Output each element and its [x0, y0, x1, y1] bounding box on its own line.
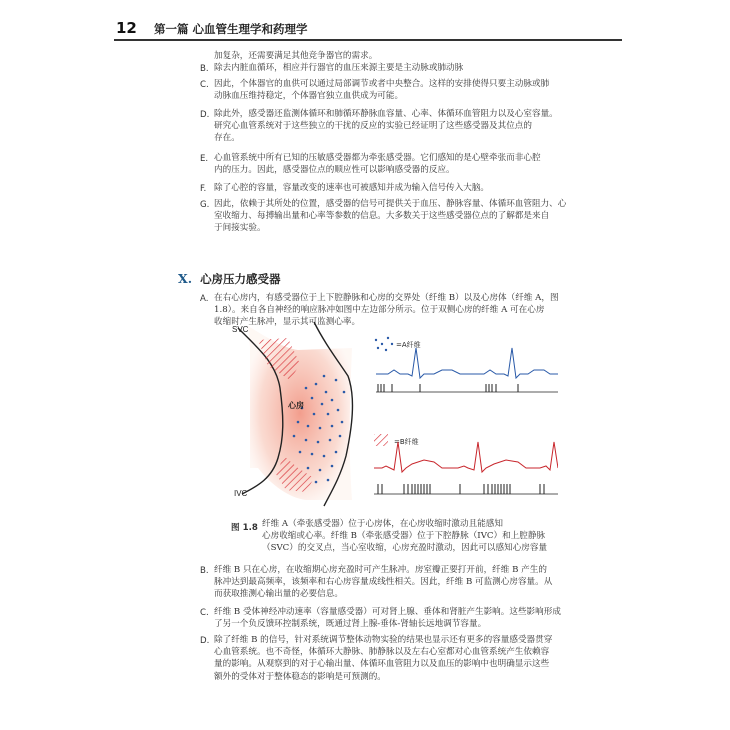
text-line: 心血管系统。也不奇怪，体循环大静脉、肺静脉以及左右心室都对心血管系统产生依赖容	[214, 647, 550, 658]
text-line: 研究心血管系统对于这些独立的干扰的反应的实验已经证明了这些感受器及其位点的	[214, 121, 532, 132]
text-line: 了另一个负反馈环控制系统，既通过肾上腺-垂体-肾轴长远地调节容量。	[214, 619, 487, 630]
caption-line: 纤维 A（牵张感受器）位于心房体，在心房收缩时激动且能感知	[262, 519, 503, 529]
item-label: B.	[200, 566, 209, 576]
list-item	[214, 108, 614, 145]
page-number: 12	[116, 19, 137, 37]
legend-a-dots	[375, 337, 393, 351]
item-label: F.	[200, 184, 207, 194]
item-label: B.	[200, 64, 209, 74]
figure-number: 图 1.8	[231, 523, 258, 533]
legend-a-label: =A纤维	[396, 341, 421, 349]
item-label: D.	[200, 636, 210, 646]
text-line: 动脉血压维持稳定，个体器官独立血供成为可能。	[214, 91, 404, 102]
a-fiber-ecg-trace	[376, 348, 558, 378]
ivc-label: IVC	[234, 489, 248, 498]
text-line: 内的压力。因此，感受器位点的顺应性可以影响感受器的反应。	[214, 165, 455, 176]
list-item	[214, 182, 614, 194]
text-line: 额外的受体对于整体稳态的影响是可预测的。	[214, 671, 386, 682]
text-line: 在右心房内，有感受器位于上下腔静脉和心房的交界处（纤维 B）以及心房体（纤维 A，图	[214, 293, 559, 303]
a-fiber-spike-train	[376, 384, 558, 392]
atrium-label: 心房	[288, 401, 304, 410]
item-label: C.	[200, 608, 209, 618]
text-line: 而获取推测心输出量的必要信息。	[214, 589, 343, 600]
item-label: D.	[200, 110, 210, 120]
text-line: 室收缩力、每搏输出量和心率等参数的信息。大多数关于这些感受器位点的了解都是来自	[214, 211, 550, 222]
caption-line: 心房收缩或心率。纤维 B（牵张感受器）位于下腔静脉（IVC）和上腔静脉	[262, 531, 546, 542]
legend-b-label: =B纤维	[394, 438, 419, 446]
b-fiber-spike-train	[374, 484, 558, 494]
page-header	[114, 18, 624, 40]
svc-label: SVC	[232, 325, 249, 334]
list-item	[214, 62, 614, 74]
atrial-receptor-figure	[228, 318, 558, 508]
text-line: 纤维 B 只在心房，在收缩期心房充盈时可产生脉冲。房室瓣正要打开前，纤维 B 产生的	[214, 565, 547, 575]
text-line: 于间接实验。	[214, 223, 266, 234]
text-line: 除了纤维 B 的信号，针对系统调节整体动物实验的结果也显示还有更多的容量感受器贯穿	[214, 635, 553, 645]
text-line: 加复杂，还需要满足其他竞争器官的需求。	[214, 51, 378, 61]
list-item	[214, 152, 614, 176]
list-item	[214, 78, 614, 102]
text-line: 除去内脏血循环，相应并行器官的血压来源主要是主动脉或肺动脉	[214, 63, 464, 73]
text-line: 量的影响。从观察到的对于心输出量、体循环血管阻力以及血压的影响中也明确显示这些	[214, 659, 550, 670]
caption-line: （SVC）的交叉点，当心室收缩，心房充盈时激动，因此可以感知心房容量	[262, 543, 548, 554]
figure-caption	[262, 518, 582, 555]
item-label: C.	[200, 80, 209, 90]
text-line: 收缩时产生脉冲，显示其可监测心率。	[214, 317, 361, 328]
text-line: 脉冲达到最高频率，该频率和右心房容量成线性相关。因此，纤维 B 可监测心房容量。从	[214, 577, 553, 588]
legend-b-hatch	[374, 434, 388, 446]
section-number: X.	[178, 271, 193, 286]
text-line: 1.8）。来自各自神经的响应脉冲如图中左边部分所示。位于双侧心房的纤维 A 可在心房	[214, 305, 545, 316]
text-line: 因此，依赖于其所处的位置，感受器的信号可提供关于血压、静脉容量、体循环血管阻力、心	[214, 199, 567, 209]
item-label: A.	[200, 294, 209, 304]
list-item	[214, 198, 614, 235]
list-item	[214, 606, 614, 630]
list-item	[214, 564, 614, 601]
chapter-title: 第一篇 心血管生理学和药理学	[154, 22, 308, 36]
paragraph-continuation	[214, 50, 614, 62]
section-heading	[178, 268, 281, 284]
text-line: 纤维 B 受体神经冲动速率（容量感受器）可对肾上腺、垂体和肾脏产生影响。这些影响形成	[214, 607, 561, 617]
header-rule	[114, 39, 622, 41]
text-line: 存在。	[214, 133, 240, 144]
section-title: 心房压力感受器	[200, 272, 281, 286]
b-fiber-ecg-trace	[374, 442, 558, 472]
text-line: 除此外，感受器还监测体循环和肺循环静脉血容量、心率、体循环血管阻力以及心室容量。	[214, 109, 558, 119]
text-line: 心血管系统中所有已知的压敏感受器都为牵张感受器。它们感知的是心壁牵张而非心腔	[214, 153, 541, 163]
item-label: E.	[200, 154, 209, 164]
text-line: 除了心腔的容量，容量改变的速率也可被感知并成为输入信号传入大脑。	[214, 183, 490, 193]
item-label: G.	[200, 200, 210, 210]
text-line: 因此，个体器官的血供可以通过局部调节或者中央整合。这样的安排使得只要主动脉或肺	[214, 79, 550, 89]
list-item	[214, 634, 614, 683]
